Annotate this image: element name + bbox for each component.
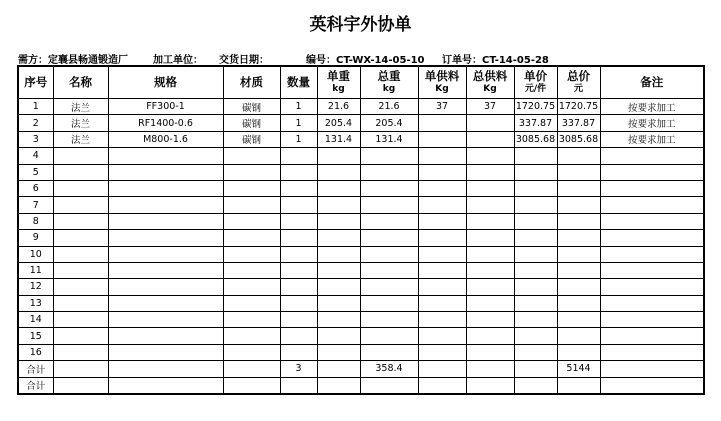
table-cell: 5 <box>18 164 53 180</box>
table-cell <box>466 377 514 394</box>
table-cell <box>317 164 360 180</box>
table-cell: 碳钢 <box>223 131 280 147</box>
table-cell <box>557 148 600 164</box>
table-cell: RF1400-0.6 <box>108 115 223 131</box>
column-header <box>600 66 704 99</box>
column-header-unit: 元 <box>573 83 583 94</box>
table-row <box>18 148 704 164</box>
table-cell <box>600 344 704 360</box>
table-cell <box>557 197 600 213</box>
table-cell <box>600 361 704 377</box>
column-header-label: 材质 <box>240 75 263 89</box>
table-cell <box>514 295 557 311</box>
table-cell <box>418 164 466 180</box>
table-row <box>18 131 704 147</box>
table-cell <box>466 328 514 344</box>
table-cell <box>317 344 360 360</box>
table-cell <box>317 377 360 394</box>
table-cell <box>600 262 704 278</box>
table-cell <box>418 131 466 147</box>
table-cell <box>514 164 557 180</box>
table-cell: 按要求加工 <box>600 115 704 131</box>
table-cell <box>557 279 600 295</box>
table-cell <box>360 295 418 311</box>
order-table <box>17 65 705 395</box>
table-cell <box>514 312 557 328</box>
table-cell: 337.87 <box>557 115 600 131</box>
table-cell <box>317 230 360 246</box>
table-cell <box>514 246 557 262</box>
table-cell <box>418 377 466 394</box>
column-header-label: 总价 <box>567 68 590 83</box>
table-cell <box>317 180 360 196</box>
table-cell: 法兰 <box>53 115 108 131</box>
table-cell <box>53 295 108 311</box>
table-cell <box>280 230 317 246</box>
table-cell: 5144 <box>557 361 600 377</box>
table-cell <box>53 180 108 196</box>
table-cell <box>280 180 317 196</box>
table-cell <box>108 328 223 344</box>
table-cell <box>317 328 360 344</box>
column-header-label: 单重 <box>327 68 350 83</box>
table-cell: 1720.75 <box>514 99 557 115</box>
table-cell <box>280 197 317 213</box>
table-cell <box>223 295 280 311</box>
table-cell <box>223 246 280 262</box>
serial-number-field: 编号：CT-WX-14-05-10 <box>306 55 425 66</box>
table-cell <box>360 344 418 360</box>
table-cell: 16 <box>18 344 53 360</box>
table-body <box>18 99 704 395</box>
table-cell <box>317 148 360 164</box>
table-cell: 1 <box>280 115 317 131</box>
table-cell <box>514 328 557 344</box>
column-header-label: 总重 <box>377 68 401 83</box>
table-cell <box>317 246 360 262</box>
column-header <box>317 66 360 99</box>
table-cell <box>600 377 704 394</box>
table-cell <box>466 115 514 131</box>
table-cell <box>280 148 317 164</box>
table-cell <box>418 262 466 278</box>
table-cell <box>53 148 108 164</box>
table-row <box>18 344 704 360</box>
table-row <box>18 99 704 115</box>
table-cell: 37 <box>418 99 466 115</box>
column-header <box>418 66 466 99</box>
table-cell <box>466 279 514 295</box>
table-cell <box>557 230 600 246</box>
table-cell <box>108 213 223 229</box>
total-row <box>18 377 704 394</box>
table-cell <box>466 361 514 377</box>
table-cell <box>557 295 600 311</box>
table-cell: 1 <box>18 99 53 115</box>
table-cell <box>600 230 704 246</box>
table-cell <box>317 361 360 377</box>
processor-field: 加工单位： <box>153 55 203 66</box>
table-cell <box>108 197 223 213</box>
table-cell: 碳钢 <box>223 99 280 115</box>
table-cell <box>360 279 418 295</box>
table-cell <box>514 344 557 360</box>
table-cell: 法兰 <box>53 131 108 147</box>
column-header-unit: 元/件 <box>524 83 547 94</box>
table-cell: 205.4 <box>317 115 360 131</box>
table-cell <box>53 377 108 394</box>
column-header-unit: Kg <box>483 83 497 94</box>
table-cell <box>600 295 704 311</box>
table-cell <box>317 197 360 213</box>
column-header-unit: kg <box>332 83 345 94</box>
table-cell <box>108 246 223 262</box>
table-cell: 37 <box>466 99 514 115</box>
table-cell <box>600 164 704 180</box>
table-cell <box>418 344 466 360</box>
table-row <box>18 312 704 328</box>
table-cell <box>600 213 704 229</box>
document-title: 英科宇外协单 <box>309 15 412 35</box>
table-row <box>18 197 704 213</box>
table-cell: 3 <box>280 361 317 377</box>
table-cell <box>280 312 317 328</box>
table-cell <box>360 377 418 394</box>
table-cell <box>108 361 223 377</box>
table-cell: 8 <box>18 213 53 229</box>
delivery-date-field: 交货日期： <box>219 55 269 66</box>
table-cell <box>600 180 704 196</box>
table-cell: 21.6 <box>360 99 418 115</box>
table-cell <box>557 344 600 360</box>
table-cell <box>600 197 704 213</box>
table-cell <box>317 213 360 229</box>
table-cell <box>360 230 418 246</box>
table-cell: 10 <box>18 246 53 262</box>
table-cell <box>514 230 557 246</box>
table-cell <box>600 328 704 344</box>
column-header <box>108 66 223 99</box>
table-cell <box>466 197 514 213</box>
table-cell <box>600 246 704 262</box>
column-header-label: 总供料 <box>472 68 508 83</box>
table-header-row <box>18 66 704 99</box>
table-cell <box>360 262 418 278</box>
table-cell <box>280 377 317 394</box>
table-cell: 合计 <box>18 361 53 377</box>
table-row <box>18 180 704 196</box>
table-cell <box>514 377 557 394</box>
table-cell <box>360 246 418 262</box>
table-cell <box>53 344 108 360</box>
column-header-label: 备注 <box>640 75 664 89</box>
customer-field: 需方：定襄县畅通锻造厂 <box>18 55 128 66</box>
column-header <box>53 66 108 99</box>
table-cell <box>108 180 223 196</box>
table-cell: 11 <box>18 262 53 278</box>
table-row <box>18 279 704 295</box>
table-cell: 7 <box>18 197 53 213</box>
table-cell <box>317 312 360 328</box>
table-cell <box>223 230 280 246</box>
table-cell <box>53 164 108 180</box>
table-cell <box>557 180 600 196</box>
table-cell <box>418 180 466 196</box>
table-cell <box>317 262 360 278</box>
table-cell: 131.4 <box>317 131 360 147</box>
table-cell: 13 <box>18 295 53 311</box>
table-cell <box>466 180 514 196</box>
table-cell <box>466 131 514 147</box>
table-cell <box>360 312 418 328</box>
table-cell <box>280 262 317 278</box>
table-cell <box>223 262 280 278</box>
table-row <box>18 213 704 229</box>
column-header <box>466 66 514 99</box>
table-cell: 15 <box>18 328 53 344</box>
table-cell <box>466 213 514 229</box>
table-cell <box>108 344 223 360</box>
column-header <box>514 66 557 99</box>
table-row <box>18 115 704 131</box>
table-cell <box>418 328 466 344</box>
table-cell: 碳钢 <box>223 115 280 131</box>
table-cell <box>108 295 223 311</box>
table-cell <box>466 164 514 180</box>
table-cell: 6 <box>18 180 53 196</box>
table-cell <box>223 164 280 180</box>
column-header <box>18 66 53 99</box>
table-cell <box>108 230 223 246</box>
table-cell <box>418 279 466 295</box>
table-cell <box>466 230 514 246</box>
table-cell <box>53 328 108 344</box>
table-cell <box>514 197 557 213</box>
table-cell <box>108 148 223 164</box>
table-cell <box>280 213 317 229</box>
table-cell: 205.4 <box>360 115 418 131</box>
table-cell <box>280 295 317 311</box>
table-cell <box>418 246 466 262</box>
column-header-label: 数量 <box>287 75 310 89</box>
table-cell <box>466 295 514 311</box>
table-cell <box>280 164 317 180</box>
column-header-label: 序号 <box>24 75 48 89</box>
table-cell <box>514 180 557 196</box>
table-cell <box>223 377 280 394</box>
table-row <box>18 230 704 246</box>
total-row <box>18 361 704 377</box>
table-cell <box>557 328 600 344</box>
table-cell <box>466 344 514 360</box>
table-cell: M800-1.6 <box>108 131 223 147</box>
table-cell <box>53 246 108 262</box>
table-cell <box>418 213 466 229</box>
column-header <box>557 66 600 99</box>
column-header-label: 单供料 <box>424 68 460 83</box>
column-header <box>223 66 280 99</box>
table-cell <box>360 213 418 229</box>
table-cell <box>223 361 280 377</box>
table-cell <box>317 295 360 311</box>
table-cell: 337.87 <box>514 115 557 131</box>
table-cell: FF300-1 <box>108 99 223 115</box>
column-header-unit: kg <box>382 83 396 94</box>
table-cell <box>108 262 223 278</box>
table-cell <box>360 197 418 213</box>
column-header-label: 单价 <box>524 68 547 83</box>
table-cell: 按要求加工 <box>600 131 704 147</box>
table-cell <box>600 279 704 295</box>
table-cell <box>514 213 557 229</box>
column-header-label: 规格 <box>154 75 177 89</box>
table-cell <box>514 148 557 164</box>
table-cell: 3085.68 <box>557 131 600 147</box>
table-cell <box>53 262 108 278</box>
table-cell <box>53 213 108 229</box>
table-cell: 1 <box>280 99 317 115</box>
table-cell <box>557 246 600 262</box>
table-cell <box>418 197 466 213</box>
table-cell <box>53 361 108 377</box>
table-cell <box>360 148 418 164</box>
table-row <box>18 246 704 262</box>
table-row <box>18 262 704 278</box>
table-cell <box>360 328 418 344</box>
table-cell <box>223 279 280 295</box>
table-cell <box>53 279 108 295</box>
table-row <box>18 295 704 311</box>
table-cell <box>418 230 466 246</box>
table-cell: 法兰 <box>53 99 108 115</box>
table-cell: 12 <box>18 279 53 295</box>
table-cell: 14 <box>18 312 53 328</box>
table-row <box>18 164 704 180</box>
table-cell <box>418 148 466 164</box>
table-cell <box>557 312 600 328</box>
table-cell: 合计 <box>18 377 53 394</box>
table-cell <box>466 312 514 328</box>
table-cell <box>360 180 418 196</box>
table-cell: 3 <box>18 131 53 147</box>
table-cell: 358.4 <box>360 361 418 377</box>
table-row <box>18 328 704 344</box>
table-cell <box>223 312 280 328</box>
table-cell <box>53 230 108 246</box>
table-cell <box>418 361 466 377</box>
table-cell <box>223 197 280 213</box>
table-cell: 21.6 <box>317 99 360 115</box>
order-number-field: 订单号：CT-14-05-28 <box>442 55 549 66</box>
table-cell <box>557 262 600 278</box>
table-cell <box>557 213 600 229</box>
table-cell <box>418 295 466 311</box>
table-cell <box>514 361 557 377</box>
table-cell <box>280 328 317 344</box>
table-cell <box>514 262 557 278</box>
table-cell: 4 <box>18 148 53 164</box>
table-cell <box>53 312 108 328</box>
table-cell: 9 <box>18 230 53 246</box>
table-cell <box>600 312 704 328</box>
table-cell <box>360 164 418 180</box>
table-cell <box>53 197 108 213</box>
table-cell <box>280 344 317 360</box>
table-cell: 3085.68 <box>514 131 557 147</box>
table-cell <box>317 279 360 295</box>
table-cell <box>223 328 280 344</box>
table-cell <box>418 312 466 328</box>
column-header <box>360 66 418 99</box>
table-cell <box>466 246 514 262</box>
column-header-unit: Kg <box>435 83 449 94</box>
table-cell: 2 <box>18 115 53 131</box>
table-cell <box>466 148 514 164</box>
table-cell <box>108 312 223 328</box>
table-cell <box>557 377 600 394</box>
table-cell <box>108 164 223 180</box>
table-cell <box>223 180 280 196</box>
table-cell <box>108 377 223 394</box>
table-cell: 131.4 <box>360 131 418 147</box>
table-cell <box>108 279 223 295</box>
column-header-label: 名称 <box>69 75 92 89</box>
column-header <box>280 66 317 99</box>
table-cell: 1720.75 <box>557 99 600 115</box>
table-cell <box>280 279 317 295</box>
table-cell <box>223 148 280 164</box>
table-cell: 按要求加工 <box>600 99 704 115</box>
table-cell <box>223 344 280 360</box>
table-cell: 1 <box>280 131 317 147</box>
table-cell <box>280 246 317 262</box>
table-cell <box>466 262 514 278</box>
table-cell <box>557 164 600 180</box>
table-cell <box>418 115 466 131</box>
table-cell <box>223 213 280 229</box>
table-cell <box>600 148 704 164</box>
table-cell <box>514 279 557 295</box>
